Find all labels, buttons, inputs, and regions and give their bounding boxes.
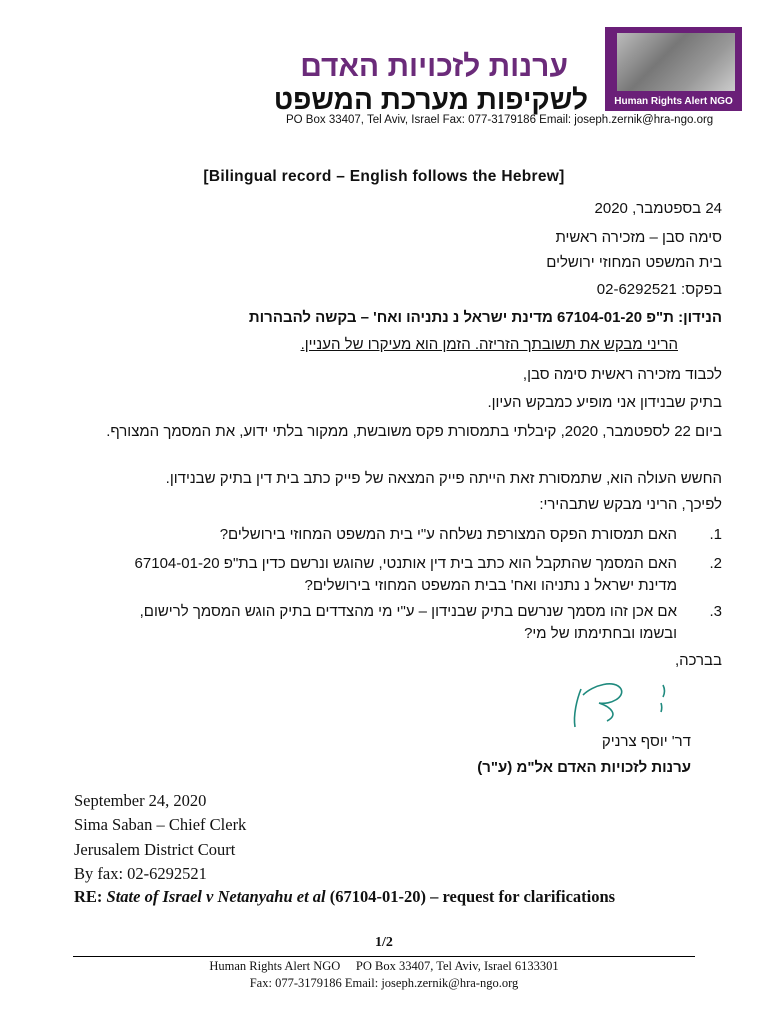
org-tagline-hebrew: לשקיפות מערכת המשפט [273,84,588,115]
hebrew-para-3: החשש העולה הוא, שתמסורת זאת הייתה פייק המצאה של פייק כתב בית דין בתיק שבנידון. [165,470,722,487]
list-number: 2. [709,555,722,572]
english-court: Jerusalem District Court [74,840,236,859]
hebrew-subject: הנידון: ת"פ 67104-01-20 מדינת ישראל נ נתניהו ואח' – בקשה להבהרות [248,309,722,326]
list-text: האם תמסורת הפקס המצורפת נשלחה ע"י בית המשפט המחוזי בירושלים? [219,526,677,543]
re-label: RE: [74,887,103,906]
re-rest: (67104-01-20) – request for clarifications [329,887,616,906]
hebrew-urgent-request: הריני מבקש את תשובתך הזריזה. הזמן הוא מעיקרו של העניין. [300,336,678,353]
list-item [102,524,722,546]
hebrew-para-2: ביום 22 לספטמבר, 2020, קיבלתי בתמסורת פקס משובשת, ממקור בלתי ידוע, את המסמך המצורף. [106,423,722,440]
hebrew-para-4: לפיכך, הריני מבקש שתבהירי: [539,496,722,513]
footer-divider [73,956,695,957]
hebrew-fax: בפקס: 02-6292521 [596,281,722,298]
hebrew-date: 24 בספטמבר, 2020 [594,200,722,217]
english-recipient: Sima Saban – Chief Clerk [74,815,247,834]
list-text: האם המסמך שהתקבל הוא כתב בית דין אותנטי, שהוגש ונרשם כדין בת"פ 67104-01-20 מדינת ישראל נ נתניהו ואח' בבית המשפט המחוזי בירושלים? [134,555,677,594]
footer-address: Human Rights Alert NGO PO Box 33407, Tel Aviv, Israel 6133301 [209,959,559,973]
list-number: 1. [709,526,722,543]
logo-photo [617,33,735,91]
org-logo [605,27,742,111]
handwritten-signature [515,675,695,735]
english-subject [74,887,615,907]
signer-org: ערנות לזכויות האדם אל"מ (ע"ר) [477,759,691,776]
contact-line: PO Box 33407, Tel Aviv, Israel Fax: 077-3179186 Email: joseph.zernik@hra-ngo.org [286,114,714,126]
list-number: 3. [709,603,722,620]
list-item [102,553,722,597]
hebrew-recipient: סימה סבן – מזכירה ראשית [555,229,722,246]
hebrew-closing: בברכה, [674,652,722,669]
org-name-hebrew: ערנות לזכויות האדם [300,50,568,83]
bilingual-note: [Bilingual record – English follows the Hebrew] [203,168,565,185]
hebrew-greeting: לכבוד מזכירה ראשית סימה סבן, [522,366,722,383]
page-number: 1/2 [375,935,393,950]
signer-name: דר' יוסף צרניק [601,733,691,750]
list-item [102,601,722,645]
english-date: September 24, 2020 [74,791,207,810]
case-name: State of Israel v Netanyahu et al [106,887,326,906]
list-text: אם אכן זהו מסמך שנרשם בתיק שבנידון – ע"י מי מהצדדים בתיק הוגש המסמך לרישום, ובשמו ובחתימתו של מי? [139,603,677,642]
hebrew-para-1: בתיק שבנידון אני מופיע כמבקש העיון. [487,394,722,411]
footer-contact: Fax: 077-3179186 Email: joseph.zernik@hra-ngo.org [249,976,519,990]
english-fax: By fax: 02-6292521 [74,864,207,883]
hebrew-court: בית המשפט המחוזי ירושלים [546,254,722,271]
logo-caption: Human Rights Alert NGO [614,96,733,107]
